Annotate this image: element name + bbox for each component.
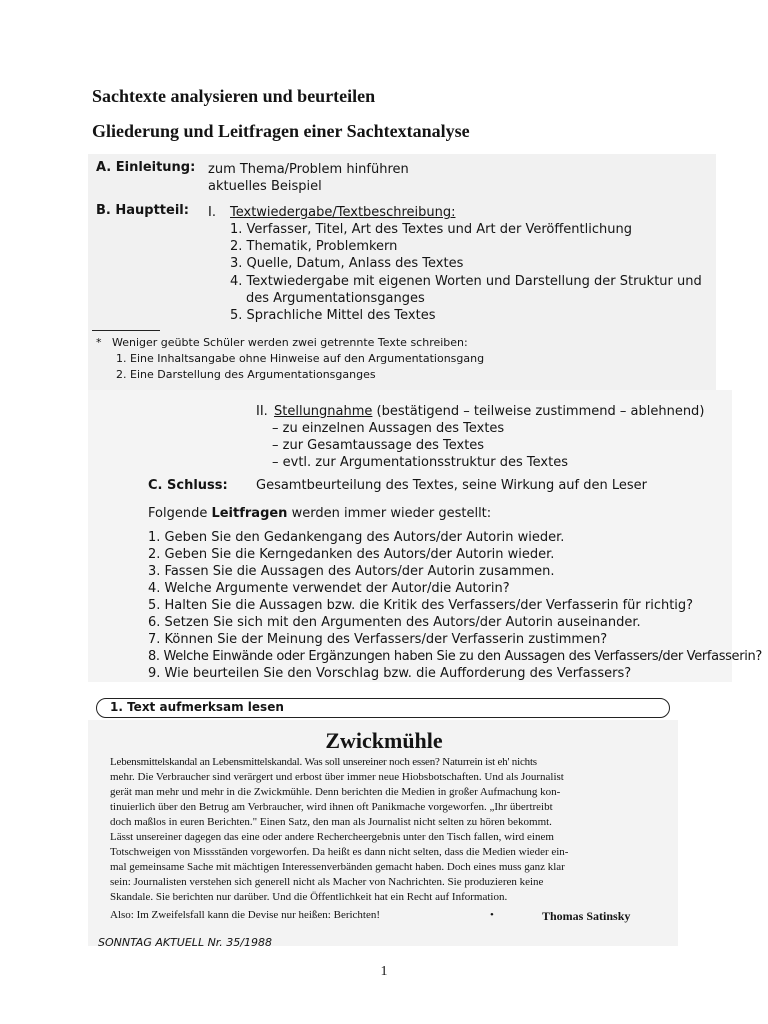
list-item: 6. Setzen Sie sich mit den Argumenten des Autors/der Autorin auseinander. [148, 615, 641, 630]
article-line: doch maßlos in euren Berichten." Einen Satz, den man als Journalist nicht selten zu hören bekommt. [110, 816, 552, 828]
footnote-item-2: 2. Eine Darstellung des Argumentationsganges [116, 368, 376, 381]
article-title: Zwickmühle [325, 728, 443, 753]
hauptteil-label: B. Hauptteil: [96, 203, 189, 218]
article-line: Lebensmittelskandal an Lebensmittelskandal. Was soll unsereiner noch essen? Naturrein ist eh' nichts [110, 756, 537, 768]
article-line: sein: Journalisten verstehen sich generell nicht als Macher von Nachrichten. Sie produzieren keine [110, 876, 544, 888]
leitfragen-intro: Folgende Leitfragen werden immer wieder gestellt: [148, 506, 492, 521]
task-label: 1. Text aufmerksam lesen [110, 700, 284, 714]
hauptteil-heading-1: Textwiedergabe/Textbeschreibung: [230, 205, 456, 220]
article-line: tinuierlich über den Betrug am Verbraucher, wird ihnen oft Panikmache vorgeworfen. „Ihr übertreibt [110, 801, 553, 813]
einleitung-label: A. Einleitung: [96, 160, 196, 175]
article-line: gerät man mehr und mehr in die Zwickmühle. Denn berichten die Medien in großer Aufmachung kon- [110, 786, 561, 798]
list-item: 9. Wie beurteilen Sie den Vorschlag bzw. die Aufforderung des Verfassers? [148, 666, 632, 681]
list-item: 1. Geben Sie den Gedankengang des Autors/der Autorin wieder. [148, 530, 565, 545]
einleitung-line-2: aktuelles Beispiel [208, 179, 322, 194]
footnote-item-1: 1. Eine Inhaltsangabe ohne Hinweise auf den Argumentationsgang [116, 352, 485, 365]
footnote-divider [92, 330, 160, 331]
article-author: Thomas Satinsky [542, 909, 631, 923]
footnote-star: * [96, 336, 102, 349]
list-item: 8. Welche Einwände oder Ergänzungen haben Sie zu den Aussagen des Verfassers/der Verfasserin? [148, 649, 762, 664]
footnote-text: Weniger geübte Schüler werden zwei getrennte Texte schreiben: [112, 336, 468, 349]
hauptteil-roman-1: I. [208, 205, 216, 220]
list-item: 4. Welche Argumente verwendet der Autor/die Autorin? [148, 581, 510, 596]
page-number: 1 [380, 964, 388, 979]
schluss-text: Gesamtbeurteilung des Textes, seine Wirkung auf den Leser [256, 478, 648, 493]
list-item: 5. Sprachliche Mittel des Textes [230, 308, 436, 323]
page-title: Sachtexte analysieren und beurteilen [92, 86, 376, 106]
list-item: 4. Textwiedergabe mit eigenen Worten und Darstellung der Struktur und [230, 274, 702, 289]
list-item: – zur Gesamtaussage des Textes [272, 438, 485, 453]
list-item: 1. Verfasser, Titel, Art des Textes und Art der Veröffentlichung [230, 222, 632, 237]
list-item: – zu einzelnen Aussagen des Textes [272, 421, 505, 436]
article-source: SONNTAG AKTUELL Nr. 35/1988 [98, 936, 272, 949]
schluss-label: C. Schluss: [148, 478, 228, 493]
list-item: 3. Fassen Sie die Aussagen des Autors/der Autorin zusammen. [148, 564, 555, 579]
article-line: Also: Im Zweifelsfall kann die Devise nur heißen: Berichten! [110, 909, 381, 921]
list-item: 2. Geben Sie die Kerngedanken des Autors/der Autorin wieder. [148, 547, 555, 562]
page-subtitle: Gliederung und Leitfragen einer Sachtextanalyse [92, 121, 470, 141]
stellungnahme-roman: II. [256, 404, 268, 419]
list-item: 2. Thematik, Problemkern [230, 239, 398, 254]
article-line: mal gemeinsame Sache mit mächtigen Interessenverbänden gemacht haben. Doch eines muss ganz klar [110, 861, 565, 873]
bullet-mark: • [490, 909, 494, 921]
list-item: des Argumentationsganges [246, 291, 425, 306]
list-item: 7. Können Sie der Meinung des Verfassers/der Verfasserin zustimmen? [148, 632, 608, 647]
article-line: mehr. Die Verbraucher sind verärgert und erbost über immer neue Hiobsbotschaften. Und als Journalist [110, 771, 564, 783]
list-item: – evtl. zur Argumentationsstruktur des Textes [272, 455, 568, 470]
article-line: Totschweigen von Missständen vorgeworfen. Da heißt es dann nicht selten, dass die Medien wieder ein- [110, 846, 569, 858]
list-item: 5. Halten Sie die Aussagen bzw. die Kritik des Verfassers/der Verfasserin für richtig? [148, 598, 694, 613]
stellungnahme-heading: Stellungnahme (bestätigend – teilweise zustimmend – ablehnend) [274, 404, 705, 419]
article-line: Lässt unsereiner dagegen das eine oder andere Rechercheergebnis unter den Tisch fallen, wird einem [110, 831, 554, 843]
list-item: 3. Quelle, Datum, Anlass des Textes [230, 256, 464, 271]
einleitung-line-1: zum Thema/Problem hinführen [208, 162, 409, 177]
article-line: Skandale. Sie berichten nur darüber. Und die Öffentlichkeit hat ein Recht auf Information. [110, 891, 508, 903]
